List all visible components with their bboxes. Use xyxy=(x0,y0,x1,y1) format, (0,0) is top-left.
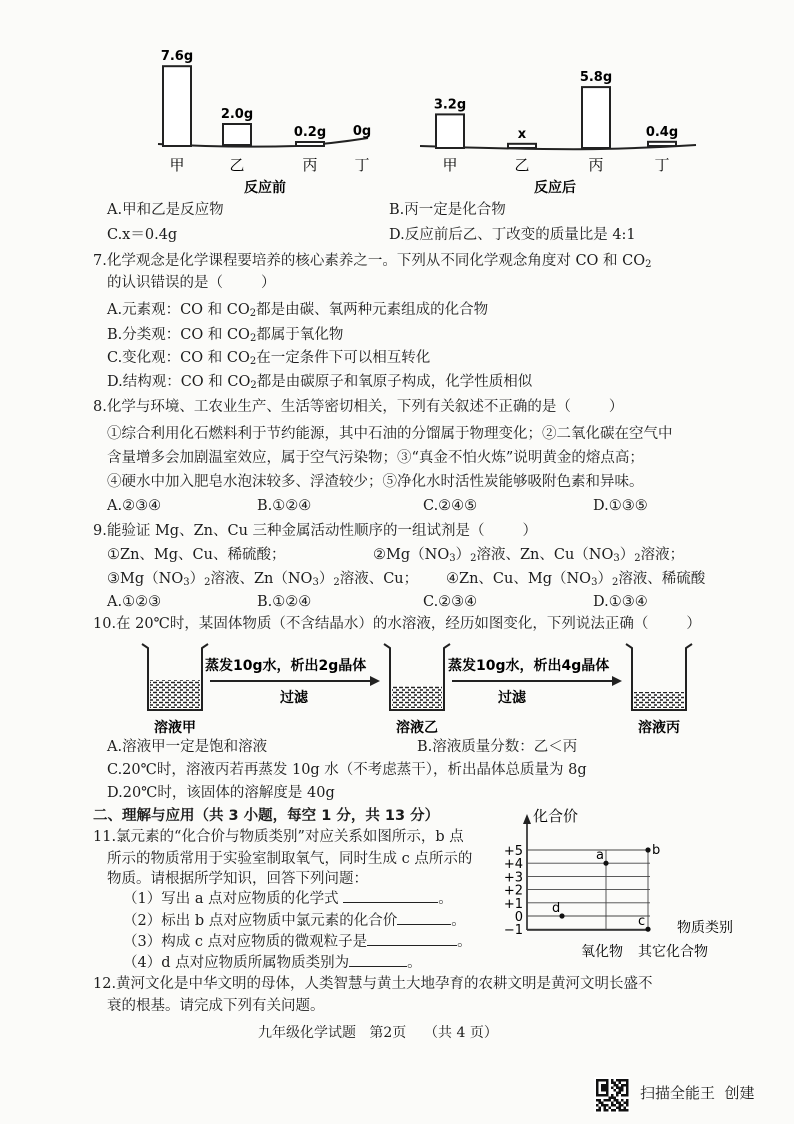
q7-option-b: B.分类观：CO 和 CO2都属于氧化物 xyxy=(107,327,344,344)
point-label-a: a xyxy=(596,848,604,864)
after-category-1: 乙 xyxy=(514,156,530,174)
q7-option-c: C.变化观：CO 和 CO2在一定条件下可以相互转化 xyxy=(107,350,431,367)
arrow-2-head xyxy=(612,676,622,686)
after-bar-2 xyxy=(582,87,610,148)
q8-line1: ①综合利用化石燃料利于节约能源，其中石油的分馏属于物理变化；②二氧化碳在空气中 xyxy=(107,426,673,442)
xcat-other: 其它化合物 xyxy=(638,944,708,960)
q11-sub-4: （4）d 点对应物质所属物质类别为 。 xyxy=(123,955,422,971)
point-c xyxy=(645,927,650,932)
q8-stem: 8.化学与环境、工农业生产、生活等密切相关，下列有关叙述不正确的是（ ） xyxy=(93,399,624,415)
before-bar-2 xyxy=(296,142,324,146)
ytick-label-2: +3 xyxy=(503,870,523,886)
arrow-1-bottom-label: 过滤 xyxy=(280,690,308,706)
arrow-1-top-label: 蒸发10g水，析出2g晶体 xyxy=(205,658,367,674)
arrow-2-bottom-label: 过滤 xyxy=(498,690,526,706)
ytick-label-6: −1 xyxy=(503,923,523,939)
after-value-label-0: 3.2g xyxy=(433,97,467,113)
q11-line1: 11.氯元素的“化合价与物质类别”对应关系如图所示，b 点 xyxy=(93,829,464,845)
before-category-1: 乙 xyxy=(229,156,245,174)
ytick-label-5: 0 xyxy=(514,910,523,925)
q7-option-a: A.元素观：CO 和 CO2都是由碳、氧两种元素组成的化合物 xyxy=(107,302,489,319)
q11-sub-1: （1）写出 a 点对应物质的化学式 。 xyxy=(123,891,453,907)
q7-option-d: D.结构观：CO 和 CO2都是由碳原子和氧原子构成，化学性质相似 xyxy=(107,374,533,391)
before-category-3: 丁 xyxy=(354,156,370,174)
before-bar-0 xyxy=(163,66,191,146)
after-value-label-1: x xyxy=(517,126,527,142)
q9-answer-b: B.①②④ xyxy=(257,594,312,610)
q8-option-c: C.②④⑤ xyxy=(423,498,478,514)
arrow-1-head xyxy=(370,676,380,686)
point-label-c: c xyxy=(638,914,646,930)
after-bar-0 xyxy=(436,114,464,148)
q10-stem: 10.在 20℃时，某固体物质（不含结晶水）的水溶液，经历如图变化，下列说法正确（ ） xyxy=(93,616,701,632)
q7-stem-line2: 的认识错误的是（ ） xyxy=(107,275,276,291)
q10-beaker-diagram xyxy=(130,636,730,736)
after-caption: 反应后 xyxy=(534,180,576,196)
before-category-0: 甲 xyxy=(169,156,185,174)
q6-bar-charts xyxy=(0,0,794,200)
arrow-2-top-label: 蒸发10g水，析出4g晶体 xyxy=(448,658,610,674)
ytick-label-1: +4 xyxy=(503,857,523,873)
q6-option-b: B.丙一定是化合物 xyxy=(389,202,506,218)
chart-ylabel: 化合价 xyxy=(533,807,579,825)
q10-option-d: D.20℃时，该固体的溶解度是 40g xyxy=(107,785,335,801)
q9-option-1: ①Zn、Mg、Cu、稀硫酸； xyxy=(107,547,286,563)
after-value-label-3: 0.4g xyxy=(645,124,679,140)
after-category-2: 丙 xyxy=(588,156,604,174)
q10-option-c: C.20℃时，溶液丙若再蒸发 10g 水（不考虑蒸干），析出晶体总质量为 8g xyxy=(107,762,587,778)
q12-line1: 12.黄河文化是中华文明的母体，人类智慧与黄土大地孕育的农耕文明是黄河文明长盛不 xyxy=(93,976,653,992)
q11-valence-chart xyxy=(500,800,790,970)
point-a xyxy=(603,861,608,866)
y-axis-arrow xyxy=(523,814,531,824)
point-b xyxy=(645,847,650,852)
q11-sub-3: （3）构成 c 点对应物质的微观粒子是 。 xyxy=(123,934,472,950)
page-footer: 九年级化学试题 第2页 （共 4 页） xyxy=(258,1025,498,1041)
beaker-jia-label: 溶液甲 xyxy=(154,720,196,736)
q9-answer-c: C.②③④ xyxy=(423,594,478,610)
beaker-yi-label: 溶液乙 xyxy=(396,720,438,736)
point-label-d: d xyxy=(552,901,561,916)
q11-sub-2: （2）标出 b 点对应物质中氯元素的化合价 。 xyxy=(123,913,466,929)
q9-option-2: ②Mg（NO3）2溶液、Zn、Cu（NO3）2溶液； xyxy=(373,547,685,564)
before-caption: 反应前 xyxy=(244,180,286,196)
before-category-2: 丙 xyxy=(302,156,318,174)
ytick-label-3: +2 xyxy=(503,883,523,899)
before-value-label-1: 2.0g xyxy=(220,107,254,122)
point-label-b: b xyxy=(652,843,661,858)
q10-option-b: B.溶液质量分数：乙＜丙 xyxy=(417,739,578,755)
beaker-bing-label: 溶液丙 xyxy=(638,720,680,736)
before-bars xyxy=(161,49,371,174)
q9-option-4: ④Zn、Cu、Mg（NO3）2溶液、稀硫酸 xyxy=(446,571,706,588)
section-2-heading: 二、理解与应用（共 3 小题，每空 1 分，共 13 分） xyxy=(93,808,440,824)
after-bar-1 xyxy=(508,144,536,148)
q6-option-c: C.x＝0.4g xyxy=(107,227,178,243)
after-value-label-2: 5.8g xyxy=(579,70,613,86)
scanner-watermark: 扫描全能王 创建 xyxy=(640,1084,755,1102)
q12-line2: 衰的根基。请完成下列有关问题。 xyxy=(107,998,325,1014)
before-value-label-0: 7.6g xyxy=(160,49,194,65)
qr-code-icon xyxy=(594,1077,630,1113)
q9-answer-a: A.①②③ xyxy=(107,594,162,610)
after-bars xyxy=(434,70,678,174)
ytick-label-4: +1 xyxy=(503,896,523,912)
after-category-3: 丁 xyxy=(654,156,670,174)
before-value-label-3: 0g xyxy=(352,124,372,139)
q6-option-d: D.反应前后乙、丁改变的质量比是 4:1 xyxy=(389,227,636,243)
q8-option-b: B.①②④ xyxy=(257,498,312,514)
q9-stem: 9.能验证 Mg、Zn、Cu 三种金属活动性顺序的一组试剂是（ ） xyxy=(93,523,538,539)
q8-line2: 含量增多会加剧温室效应，属于空气污染物；③“真金不怕火炼”说明黄金的熔点高； xyxy=(107,450,644,466)
after-bar-3 xyxy=(648,142,676,146)
q11-line3: 物质。请根据所学知识，回答下列问题： xyxy=(107,871,368,887)
q9-answer-d: D.①③④ xyxy=(593,594,648,610)
q11-line2: 所示的物质常用于实验室制取氧气，同时生成 c 点所示的 xyxy=(107,851,473,867)
before-value-label-2: 0.2g xyxy=(293,125,327,140)
q8-option-d: D.①③⑤ xyxy=(593,498,648,514)
q7-stem-line1: 7.化学观念是化学课程要培养的核心素养之一。下列从不同化学观念角度对 CO 和 CO2 xyxy=(93,253,652,270)
q10-option-a: A.溶液甲一定是饱和溶液 xyxy=(107,739,268,755)
xcat-oxide: 氧化物 xyxy=(581,944,623,960)
q6-option-a: A.甲和乙是反应物 xyxy=(107,202,224,218)
q9-option-3: ③Mg（NO3）2溶液、Zn（NO3）2溶液、Cu； xyxy=(107,571,419,588)
after-category-0: 甲 xyxy=(442,156,458,174)
q8-line3: ④硬水中加入肥皂水泡沫较多、浮渣较少；⑤净化水时活性炭能够吸附色素和异味。 xyxy=(107,474,644,490)
beaker-jia xyxy=(142,644,208,710)
chart-xlabel: 物质类别 xyxy=(677,920,733,936)
q8-option-a: A.②③④ xyxy=(107,498,162,514)
beaker-yi xyxy=(384,644,450,710)
before-bar-1 xyxy=(223,124,251,145)
beaker-bing xyxy=(626,644,692,710)
ytick-label-0: +5 xyxy=(503,844,523,859)
